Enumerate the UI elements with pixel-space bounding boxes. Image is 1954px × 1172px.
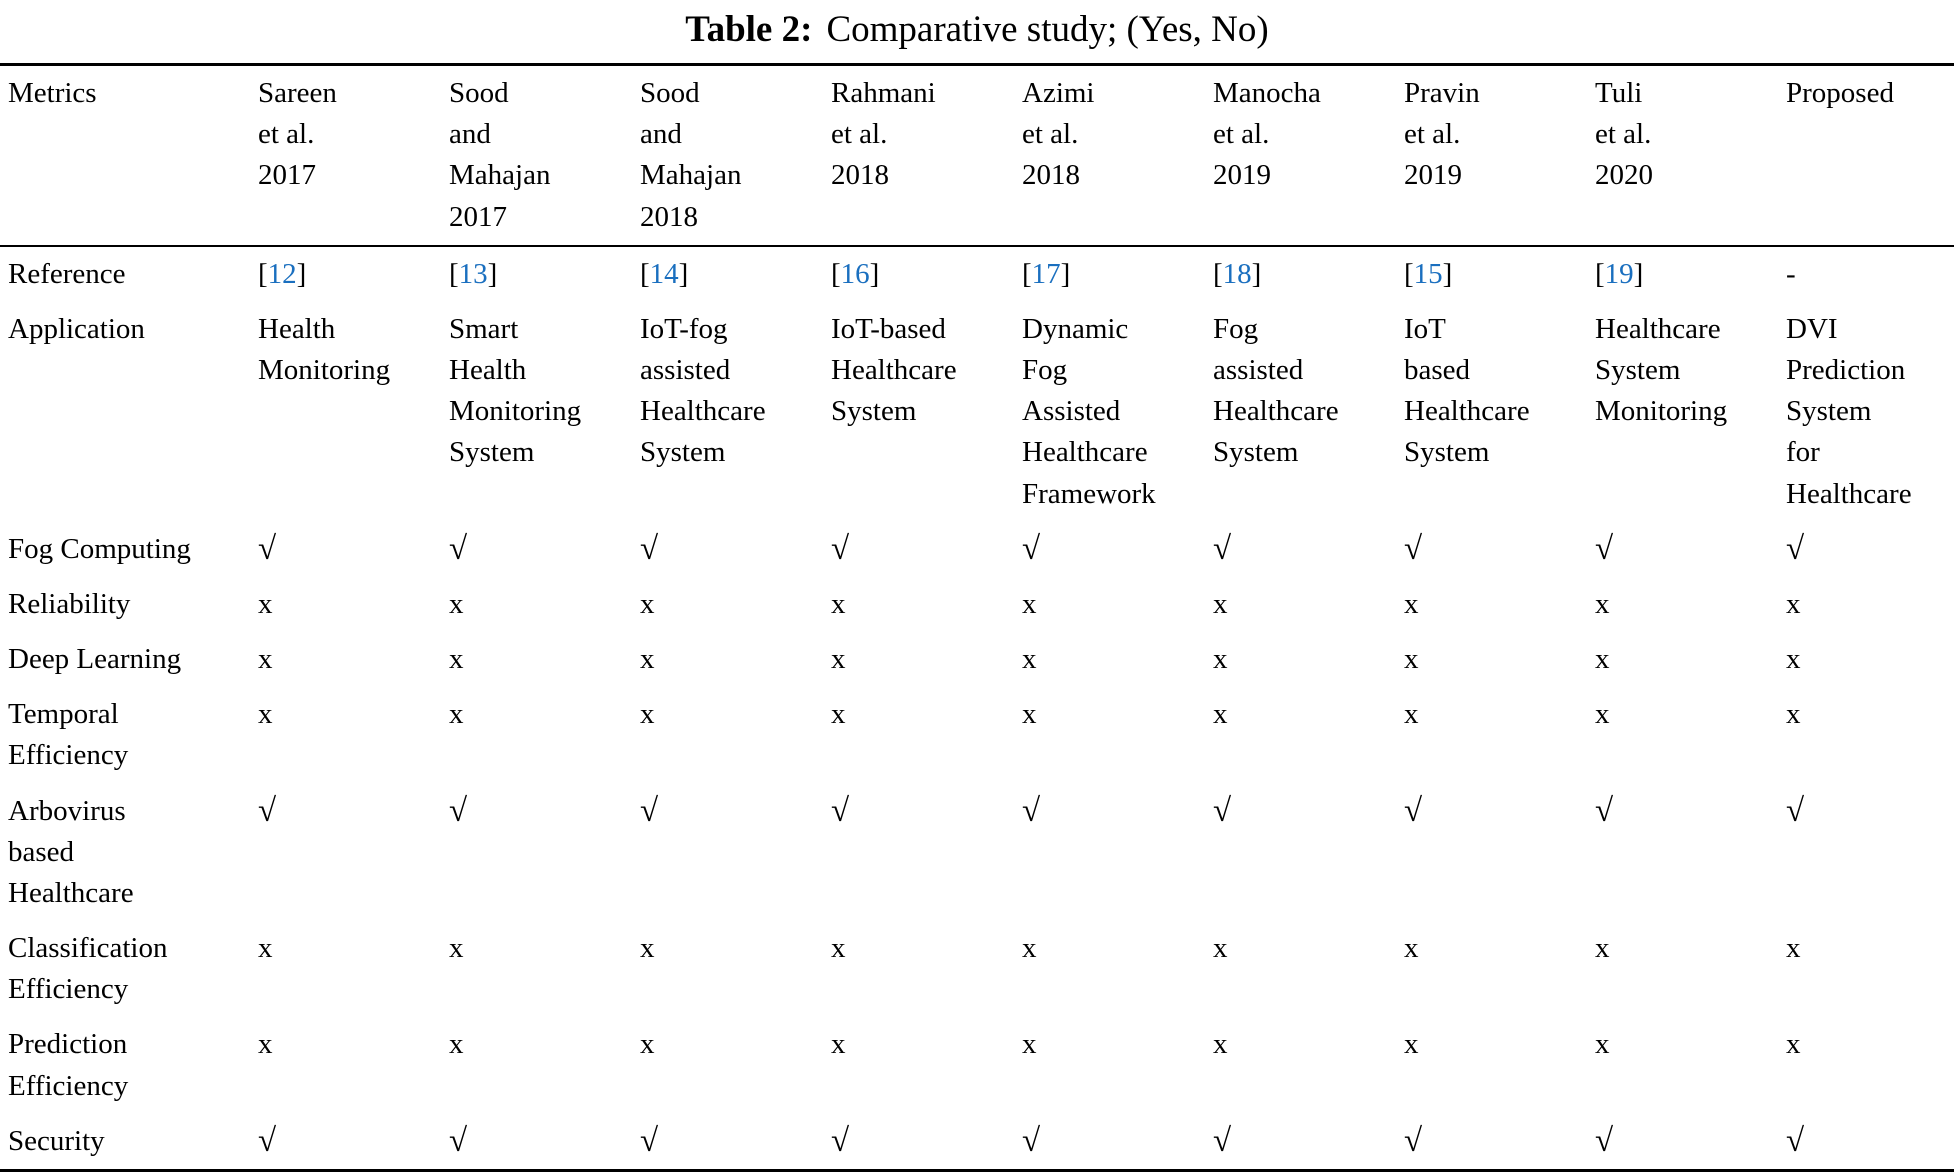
yes-check-mark: √ <box>1595 1122 1614 1159</box>
no-x-mark: x <box>1595 1028 1610 1061</box>
no-x-mark: x <box>1213 1028 1228 1061</box>
reference-cell: - <box>1786 257 1796 290</box>
reference-cell: [17] <box>1022 257 1071 290</box>
header-row <box>0 65 1954 246</box>
no-x-mark: x <box>1213 932 1228 965</box>
no-x-mark: x <box>640 1028 655 1061</box>
no-x-mark: x <box>258 698 273 731</box>
reference-link[interactable]: 16 <box>840 257 870 290</box>
no-x-mark: x <box>831 698 846 731</box>
yes-check-mark: √ <box>1786 1122 1805 1159</box>
yes-check-mark: √ <box>258 1122 277 1159</box>
yes-check-mark: √ <box>1404 792 1423 829</box>
yes-check-mark: √ <box>1213 792 1232 829</box>
yes-check-mark: √ <box>258 530 277 567</box>
no-x-mark: x <box>1786 587 1801 620</box>
no-x-mark: x <box>831 587 846 620</box>
reference-link[interactable]: 18 <box>1222 257 1252 290</box>
header-cell-author: Sood and Mahajan 2017 <box>449 65 640 246</box>
metric-label: Application <box>8 312 145 345</box>
application-cell: IoT-fog assisted Healthcare System <box>640 312 766 469</box>
yes-check-mark: √ <box>1404 530 1423 567</box>
table-body <box>0 246 1954 1171</box>
reference-cell: [12] <box>258 257 307 290</box>
yes-check-mark: √ <box>831 792 850 829</box>
reference-link[interactable]: 17 <box>1031 257 1061 290</box>
no-x-mark: x <box>1213 587 1228 620</box>
application-cell: IoT based Healthcare System <box>1404 312 1530 469</box>
table-row <box>0 687 1954 783</box>
application-cell: Dynamic Fog Assisted Healthcare Framework <box>1022 312 1156 510</box>
no-x-mark: x <box>831 1028 846 1061</box>
no-x-mark: x <box>1404 587 1419 620</box>
reference-cell: [16] <box>831 257 880 290</box>
no-x-mark: x <box>258 587 273 620</box>
metric-label: Reference <box>8 257 126 290</box>
no-x-mark: x <box>831 643 846 676</box>
reference-link[interactable]: 12 <box>267 257 297 290</box>
no-x-mark: x <box>258 1028 273 1061</box>
comparison-table <box>0 63 1954 1172</box>
reference-cell: [15] <box>1404 257 1453 290</box>
no-x-mark: x <box>1786 643 1801 676</box>
yes-check-mark: √ <box>1213 530 1232 567</box>
no-x-mark: x <box>1022 932 1037 965</box>
no-x-mark: x <box>1404 932 1419 965</box>
no-x-mark: x <box>449 1028 464 1061</box>
no-x-mark: x <box>449 932 464 965</box>
no-x-mark: x <box>1404 698 1419 731</box>
application-cell: Fog assisted Healthcare System <box>1213 312 1339 469</box>
header-cell-author: Proposed <box>1786 65 1954 246</box>
no-x-mark: x <box>1213 643 1228 676</box>
header-cell-author: Pravin et al. 2019 <box>1404 65 1595 246</box>
table-row <box>0 784 1954 922</box>
yes-check-mark: √ <box>1022 792 1041 829</box>
reference-cell: [18] <box>1213 257 1262 290</box>
no-x-mark: x <box>1213 698 1228 731</box>
no-x-mark: x <box>1022 587 1037 620</box>
table-header <box>0 65 1954 246</box>
header-cell-author: Tuli et al. 2020 <box>1595 65 1786 246</box>
no-x-mark: x <box>258 932 273 965</box>
table-caption-text: Comparative study; (Yes, No) <box>826 9 1269 50</box>
metric-label: Arbovirus based Healthcare <box>8 794 134 909</box>
yes-check-mark: √ <box>1595 792 1614 829</box>
no-x-mark: x <box>1595 587 1610 620</box>
no-x-mark: x <box>449 643 464 676</box>
table-row <box>0 302 1954 522</box>
yes-check-mark: √ <box>1404 1122 1423 1159</box>
table-row <box>0 246 1954 302</box>
no-x-mark: x <box>640 643 655 676</box>
yes-check-mark: √ <box>449 792 468 829</box>
no-x-mark: x <box>1404 643 1419 676</box>
header-cell-author: Sareen et al. 2017 <box>258 65 449 246</box>
yes-check-mark: √ <box>1595 530 1614 567</box>
yes-check-mark: √ <box>640 1122 659 1159</box>
yes-check-mark: √ <box>640 792 659 829</box>
no-x-mark: x <box>1022 1028 1037 1061</box>
reference-link[interactable]: 15 <box>1413 257 1443 290</box>
table-row <box>0 921 1954 1017</box>
yes-check-mark: √ <box>831 530 850 567</box>
metric-label: Reliability <box>8 587 131 620</box>
header-cell-author: Sood and Mahajan 2018 <box>640 65 831 246</box>
reference-link[interactable]: 14 <box>649 257 679 290</box>
metric-label: Security <box>8 1124 105 1157</box>
no-x-mark: x <box>1022 643 1037 676</box>
no-x-mark: x <box>640 698 655 731</box>
yes-check-mark: √ <box>1022 530 1041 567</box>
metric-label: Classification Efficiency <box>8 932 168 1006</box>
yes-check-mark: √ <box>449 1122 468 1159</box>
header-cell-author: Azimi et al. 2018 <box>1022 65 1213 246</box>
no-x-mark: x <box>1595 932 1610 965</box>
table-number: Table 2: <box>685 9 813 50</box>
reference-cell: [14] <box>640 257 689 290</box>
reference-cell: [19] <box>1595 257 1644 290</box>
table-caption <box>0 0 1954 63</box>
table-row <box>0 522 1954 577</box>
application-cell: Health Monitoring <box>258 312 391 387</box>
no-x-mark: x <box>640 587 655 620</box>
yes-check-mark: √ <box>258 792 277 829</box>
yes-check-mark: √ <box>1786 792 1805 829</box>
header-cell-author: Manocha et al. 2019 <box>1213 65 1404 246</box>
application-cell: Healthcare System Monitoring <box>1595 312 1728 428</box>
reference-link[interactable]: 19 <box>1604 257 1634 290</box>
yes-check-mark: √ <box>1786 530 1805 567</box>
no-x-mark: x <box>1786 932 1801 965</box>
reference-link[interactable]: 13 <box>458 257 488 290</box>
no-x-mark: x <box>258 643 273 676</box>
no-x-mark: x <box>1595 698 1610 731</box>
table-row <box>0 1017 1954 1113</box>
reference-cell: [13] <box>449 257 498 290</box>
yes-check-mark: √ <box>1022 1122 1041 1159</box>
no-x-mark: x <box>831 932 846 965</box>
no-x-mark: x <box>1786 698 1801 731</box>
application-cell: IoT-based Healthcare System <box>831 312 957 428</box>
header-cell-author: Rahmani et al. 2018 <box>831 65 1022 246</box>
metric-label: Prediction Efficiency <box>8 1028 129 1102</box>
yes-check-mark: √ <box>640 530 659 567</box>
application-cell: Smart Health Monitoring System <box>449 312 582 469</box>
yes-check-mark: √ <box>1213 1122 1232 1159</box>
application-cell: DVI Prediction System for Healthcare <box>1786 312 1912 510</box>
yes-check-mark: √ <box>831 1122 850 1159</box>
no-x-mark: x <box>449 587 464 620</box>
no-x-mark: x <box>1786 1028 1801 1061</box>
no-x-mark: x <box>449 698 464 731</box>
table-row <box>0 632 1954 687</box>
no-x-mark: x <box>1022 698 1037 731</box>
no-x-mark: x <box>640 932 655 965</box>
no-x-mark: x <box>1404 1028 1419 1061</box>
no-x-mark: x <box>1595 643 1610 676</box>
metric-label: Deep Learning <box>8 643 182 676</box>
metric-label: Fog Computing <box>8 532 191 565</box>
header-cell-metrics: Metrics <box>0 65 258 246</box>
metric-label: Temporal Efficiency <box>8 698 129 772</box>
table-row <box>0 577 1954 632</box>
yes-check-mark: √ <box>449 530 468 567</box>
